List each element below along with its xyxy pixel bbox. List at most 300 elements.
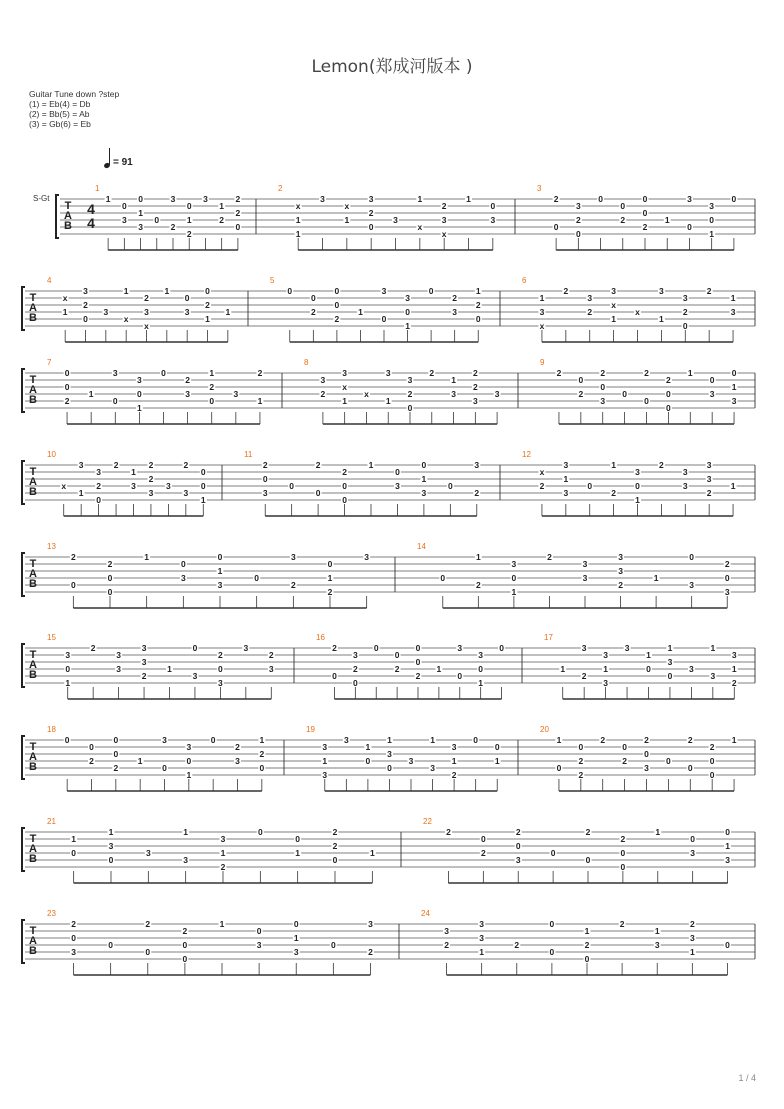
fret-number: 0 [480, 834, 486, 844]
fret-number: x [441, 229, 447, 239]
tab-clef-letter: A [29, 935, 37, 947]
fret-number: 1 [667, 643, 673, 653]
fret-number: 0 [162, 763, 167, 773]
fret-number: 0 [71, 848, 77, 858]
fret-number: 3 [78, 460, 84, 470]
fret-number: 3 [343, 735, 349, 745]
fret-number: 1 [137, 403, 142, 413]
fret-number: 3 [368, 919, 373, 929]
fret-number: 1 [511, 587, 517, 597]
fret-number: 3 [689, 580, 695, 590]
fret-number: 0 [154, 215, 160, 225]
fret-number: 2 [186, 229, 192, 239]
fret-number: 3 [706, 474, 712, 484]
fret-number: 1 [322, 756, 328, 766]
fret-number: 2 [619, 919, 625, 929]
fret-number: 1 [725, 841, 730, 851]
fret-number: 1 [478, 678, 484, 688]
tab-clef-letter: T [29, 833, 37, 845]
fret-number: 3 [575, 201, 581, 211]
fret-number: 3 [141, 657, 147, 667]
fret-number: 3 [183, 855, 189, 865]
fret-number: 1 [186, 770, 192, 780]
fret-number: 3 [166, 481, 171, 491]
fret-number: 0 [256, 926, 262, 936]
fret-number: 2 [587, 307, 593, 317]
fret-number: 0 [553, 222, 559, 232]
measure-number: 6 [522, 276, 527, 285]
fret-number: 2 [618, 580, 623, 590]
fret-number: 3 [724, 587, 730, 597]
fret-number: 0 [620, 862, 626, 872]
fret-number: 1 [654, 926, 660, 936]
fret-number: 3 [582, 573, 588, 583]
fret-number: 3 [689, 933, 695, 943]
page-number: 1 / 4 [738, 1073, 756, 1083]
measure-number: 18 [47, 725, 56, 734]
tab-clef-letter: T [64, 200, 72, 212]
fret-number: 1 [689, 947, 695, 957]
fret-number: 2 [514, 940, 520, 950]
fret-number: 3 [479, 933, 485, 943]
fret-number: 0 [549, 919, 555, 929]
measure-number: 23 [47, 909, 56, 918]
fret-number: 0 [725, 940, 730, 950]
fret-number: 1 [259, 735, 265, 745]
fret-number: 3 [603, 650, 608, 660]
fret-number: 2 [547, 552, 552, 562]
fret-number: 0 [440, 573, 446, 583]
fret-number: 0 [342, 495, 347, 505]
fret-number: 1 [108, 827, 114, 837]
fret-number: 3 [322, 770, 328, 780]
fret-number: 0 [113, 735, 119, 745]
fret-number: 3 [192, 671, 198, 681]
fret-number: 0 [475, 314, 481, 324]
fret-number: 3 [293, 947, 299, 957]
fret-number: 3 [320, 375, 326, 385]
tab-clef-letter: B [29, 945, 37, 957]
fret-number: 2 [451, 770, 457, 780]
fret-number: 0 [186, 756, 192, 766]
fret-number: 2 [578, 389, 584, 399]
fret-number: 3 [710, 671, 716, 681]
fret-number: x [539, 467, 545, 477]
fret-number: 0 [428, 286, 434, 296]
fret-number: 1 [167, 664, 172, 674]
fret-number: 1 [327, 573, 333, 583]
fret-number: 3 [618, 566, 623, 576]
fret-number: 1 [88, 389, 94, 399]
tab-clef-letter: B [29, 578, 37, 590]
fret-number: 0 [137, 389, 142, 399]
fret-number: 2 [332, 643, 337, 653]
measure-number: 9 [540, 358, 545, 367]
fret-number: 2 [578, 756, 584, 766]
fret-number: 1 [205, 314, 210, 324]
fret-number: 0 [578, 375, 584, 385]
fret-number: 0 [646, 664, 651, 674]
fret-number: 3 [408, 756, 414, 766]
fret-number: 3 [405, 293, 410, 303]
fret-number: 3 [235, 756, 240, 766]
fret-number: 2 [71, 919, 76, 929]
fret-number: 0 [315, 488, 321, 498]
fret-number: 2 [441, 201, 447, 211]
fret-number: 0 [161, 368, 166, 378]
fret-number: 0 [200, 481, 206, 491]
fret-number: 3 [725, 855, 730, 865]
fret-number: 0 [515, 841, 521, 851]
fret-number: 2 [581, 671, 587, 681]
fret-number: 0 [205, 286, 210, 296]
fret-number: x [61, 481, 67, 491]
fret-number: 2 [480, 848, 486, 858]
fret-number: 0 [71, 933, 76, 943]
fret-number: 2 [575, 215, 581, 225]
fret-number: 0 [332, 855, 338, 865]
measure-number: 16 [316, 633, 325, 642]
fret-number: 0 [511, 573, 517, 583]
fret-number: 0 [620, 848, 626, 858]
fret-number: 1 [611, 460, 616, 470]
fret-number: 0 [262, 474, 268, 484]
fret-number: x [342, 382, 348, 392]
fret-number: 0 [218, 664, 223, 674]
fret-number: 2 [600, 735, 606, 745]
tab-clef-letter: B [29, 486, 37, 498]
tab-clef-letter: A [29, 659, 37, 671]
fret-number: 1 [209, 368, 215, 378]
fret-number: 3 [682, 293, 688, 303]
fret-number: 3 [395, 481, 400, 491]
fret-number: 3 [186, 742, 192, 752]
fret-number: 3 [290, 552, 296, 562]
fret-number: 0 [192, 643, 198, 653]
fret-number: 0 [635, 481, 640, 491]
fret-number: 3 [690, 848, 696, 858]
fret-number: 0 [138, 194, 143, 204]
fret-number: 0 [295, 834, 301, 844]
fret-number: 2 [148, 474, 154, 484]
fret-number: 1 [200, 495, 206, 505]
system-bracket [22, 369, 25, 412]
fret-number: 3 [515, 855, 521, 865]
fret-number: 0 [473, 735, 479, 745]
measure-number: 4 [47, 276, 52, 285]
fret-number: 2 [332, 827, 338, 837]
fret-number: 0 [490, 201, 496, 211]
fret-number: 0 [365, 756, 371, 766]
fret-number: 1 [358, 307, 363, 317]
fret-number: 3 [563, 460, 569, 470]
fret-number: 3 [218, 678, 223, 688]
fret-number: 3 [587, 293, 593, 303]
fret-number: 3 [184, 307, 190, 317]
fret-number: 0 [407, 403, 413, 413]
fret-number: 0 [65, 664, 71, 674]
fret-number: 1 [731, 735, 737, 745]
tab-clef-letter: B [29, 394, 37, 406]
fret-number: 2 [689, 919, 695, 929]
fret-number: 0 [289, 481, 295, 491]
fret-number: 3 [137, 375, 142, 385]
measure-number: 22 [423, 817, 432, 826]
fret-number: 3 [430, 763, 435, 773]
fret-number: 0 [70, 580, 76, 590]
fret-number: 3 [268, 664, 274, 674]
fret-number: 3 [65, 650, 71, 660]
tab-clef-letter: T [29, 292, 37, 304]
fret-number: 2 [682, 307, 688, 317]
fret-number: 3 [563, 488, 569, 498]
fret-number: 3 [600, 396, 606, 406]
fret-number: 2 [235, 742, 240, 752]
fret-number: 1 [730, 481, 736, 491]
fret-number: 0 [182, 954, 188, 964]
fret-number: 0 [620, 201, 626, 211]
fret-number: 0 [368, 222, 374, 232]
fret-number: 1 [556, 735, 562, 745]
fret-number: 0 [622, 742, 627, 752]
fret-number: 1 [635, 495, 640, 505]
fret-number: 1 [293, 933, 299, 943]
fret-number: 2 [553, 194, 559, 204]
fret-number: 3 [682, 467, 688, 477]
fret-number: 2 [429, 368, 435, 378]
fret-number: 2 [452, 293, 458, 303]
fret-number: 0 [209, 396, 215, 406]
fret-number: 2 [64, 396, 70, 406]
tab-clef-letter: A [29, 302, 37, 314]
fret-number: 2 [268, 650, 274, 660]
fret-number: 3 [116, 650, 121, 660]
fret-number: 3 [494, 389, 500, 399]
fret-number: 0 [415, 657, 421, 667]
fret-number: 1 [369, 848, 375, 858]
fret-number: 3 [352, 650, 358, 660]
fret-number: 0 [587, 481, 593, 491]
fret-number: 2 [315, 460, 321, 470]
fret-number: 0 [64, 735, 70, 745]
fret-number: 0 [494, 742, 500, 752]
fret-number: 1 [646, 650, 651, 660]
fret-number: 2 [218, 650, 223, 660]
fret-number: 0 [598, 194, 603, 204]
system-bracket [22, 553, 25, 596]
fret-number: 3 [444, 926, 449, 936]
tab-clef-letter: T [29, 466, 37, 478]
fret-number: 2 [235, 194, 241, 204]
fret-number: 0 [186, 201, 192, 211]
tab-clef-letter: A [29, 476, 37, 488]
fret-number: 1 [385, 396, 391, 406]
fret-number: 2 [219, 215, 225, 225]
fret-number: 0 [578, 742, 584, 752]
fret-number: 3 [731, 650, 737, 660]
fret-number: 0 [287, 286, 293, 296]
fret-number: 3 [472, 396, 478, 406]
fret-number: 3 [131, 481, 136, 491]
fret-number: 1 [655, 827, 661, 837]
system-bracket [22, 461, 25, 504]
fret-number: 1 [475, 552, 481, 562]
fret-number: 0 [217, 552, 223, 562]
fret-number: 2 [170, 222, 176, 232]
fret-number: 3 [217, 580, 223, 590]
measure-number: 20 [540, 725, 549, 734]
fret-number: 0 [293, 919, 299, 929]
fret-number: 1 [217, 566, 223, 576]
fret-number: 2 [706, 286, 712, 296]
fret-number: 3 [233, 389, 239, 399]
fret-number: 2 [83, 300, 88, 310]
fret-number: 3 [322, 742, 328, 752]
fret-number: 1 [730, 293, 736, 303]
fret-number: 2 [475, 580, 481, 590]
fret-number: 2 [96, 481, 101, 491]
fret-number: 3 [385, 368, 391, 378]
tab-clef-letter: T [29, 374, 37, 386]
fret-number: 0 [689, 552, 695, 562]
tempo-value: = 91 [113, 157, 133, 168]
fret-number: 0 [709, 756, 715, 766]
fret-number: 2 [320, 389, 326, 399]
fret-number: 1 [365, 742, 371, 752]
tab-clef-letter: T [29, 558, 37, 570]
fret-number: 1 [479, 947, 485, 957]
fret-number: 2 [113, 460, 119, 470]
tab-clef-letter: A [29, 384, 37, 396]
tab-clef-letter: A [29, 751, 37, 763]
fret-number: 3 [478, 650, 484, 660]
fret-number: 3 [731, 396, 737, 406]
fret-number: 2 [235, 208, 241, 218]
fret-number: 2 [515, 827, 521, 837]
fret-number: 0 [342, 481, 347, 491]
fret-number: 3 [342, 368, 348, 378]
fret-number: 3 [381, 286, 387, 296]
fret-number: 2 [584, 940, 590, 950]
fret-number: 1 [421, 474, 427, 484]
fret-number: 3 [320, 194, 325, 204]
fret-number: 1 [220, 848, 226, 858]
fret-number: 0 [499, 643, 504, 653]
fret-number: 1 [475, 286, 481, 296]
fret-number: 2 [620, 215, 626, 225]
fret-number: 1 [710, 643, 716, 653]
fret-number: x [364, 389, 369, 399]
fret-number: 2 [107, 559, 113, 569]
fret-number: 3 [490, 215, 496, 225]
measure-number: 15 [47, 633, 56, 642]
fret-number: 0 [254, 573, 260, 583]
fret-number: 1 [539, 293, 545, 303]
fret-number: 0 [585, 855, 591, 865]
tab-clef-letter: B [64, 220, 72, 232]
fret-number: 0 [184, 293, 190, 303]
fret-number: 0 [687, 222, 692, 232]
tab-clef-letter: T [29, 925, 37, 937]
fret-number: 0 [644, 396, 649, 406]
fret-number: 2 [475, 300, 481, 310]
fret-number: 2 [148, 460, 154, 470]
fret-number: 1 [164, 286, 170, 296]
fret-number: 2 [352, 664, 358, 674]
fret-number: 3 [170, 194, 176, 204]
measure-number: 21 [47, 817, 56, 826]
fret-number: 3 [141, 643, 147, 653]
fret-number: x [417, 222, 423, 232]
fret-number: x [295, 201, 301, 211]
fret-number: 3 [457, 643, 463, 653]
fret-number: 0 [235, 222, 241, 232]
tab-clef-letter: B [29, 761, 37, 773]
fret-number: 3 [689, 664, 694, 674]
fret-number: 2 [90, 643, 96, 653]
system-bracket [22, 287, 25, 330]
fret-number: 1 [563, 474, 569, 484]
fret-number: 1 [71, 834, 77, 844]
tuning-heading: Guitar Tune down ?step [29, 89, 120, 99]
fret-number: x [539, 321, 545, 331]
fret-number: x [611, 300, 616, 310]
fret-number: 2 [472, 382, 478, 392]
fret-number: 0 [145, 947, 151, 957]
fret-number: 1 [78, 488, 84, 498]
fret-number: 2 [611, 488, 616, 498]
measure-number: 13 [47, 542, 56, 551]
fret-number: 0 [200, 467, 206, 477]
fret-number: 1 [466, 194, 471, 204]
fret-number: 3 [138, 222, 143, 232]
fret-number: 1 [451, 375, 456, 385]
fret-number: 3 [144, 307, 149, 317]
fret-number: 3 [644, 763, 649, 773]
fret-number: 1 [731, 664, 737, 674]
fret-number: 3 [103, 307, 109, 317]
measure-number: 2 [278, 184, 283, 193]
fret-number: 0 [108, 855, 114, 865]
measure-number: 17 [544, 633, 553, 642]
fret-number: 0 [107, 573, 113, 583]
fret-number: 1 [183, 827, 189, 837]
fret-number: 0 [334, 286, 340, 296]
fret-number: 3 [654, 940, 660, 950]
fret-number: 2 [415, 671, 421, 681]
fret-number: 2 [205, 300, 210, 310]
fret-number: 2 [290, 580, 296, 590]
fret-number: 2 [141, 671, 147, 681]
fret-number: 2 [145, 919, 151, 929]
system-bracket [56, 195, 59, 238]
fret-number: 1 [664, 215, 670, 225]
fret-number: x [123, 314, 129, 324]
fret-number: 1 [405, 321, 410, 331]
fret-number: 0 [83, 314, 88, 324]
fret-number: 3 [451, 389, 456, 399]
fret-number: 2 [659, 460, 664, 470]
fret-number: 1 [584, 926, 590, 936]
fret-number: 2 [620, 834, 626, 844]
fret-number: 1 [138, 208, 143, 218]
fret-number: x [635, 307, 640, 317]
fret-number: 3 [262, 488, 268, 498]
fret-number: 2 [644, 368, 649, 378]
fret-number: 0 [64, 368, 70, 378]
fret-number: 0 [642, 194, 648, 204]
fret-number: 2 [407, 389, 413, 399]
